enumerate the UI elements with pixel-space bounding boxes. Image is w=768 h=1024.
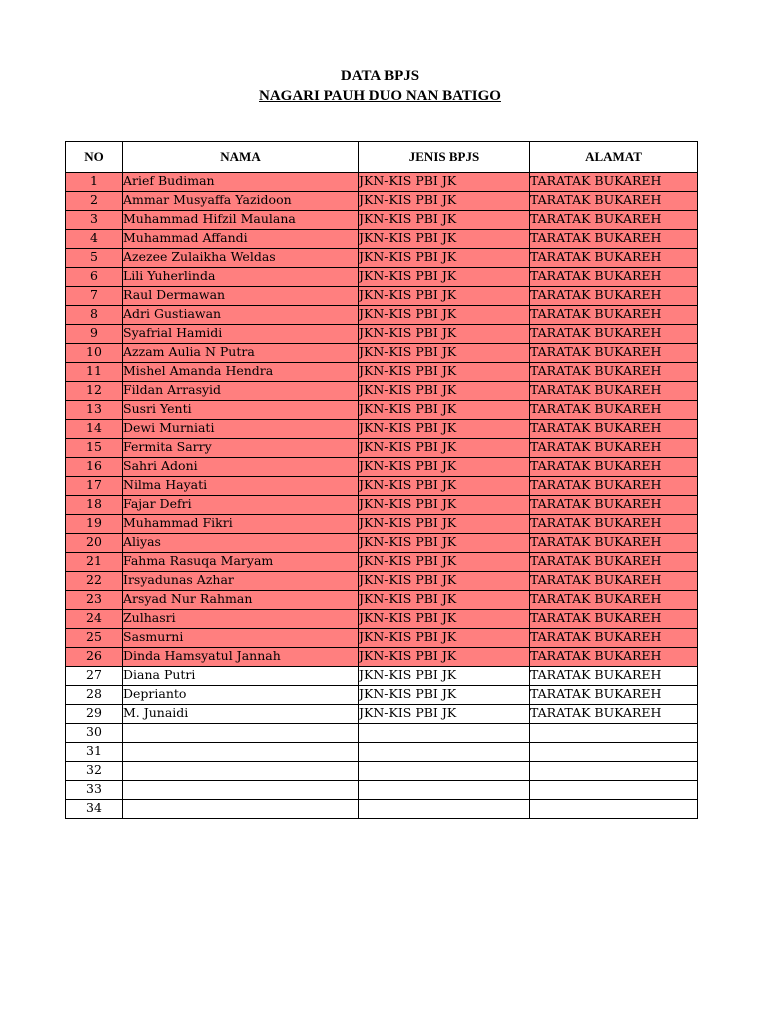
cell-nama: Muhammad Affandi bbox=[123, 230, 359, 249]
cell-nama: Sahri Adoni bbox=[123, 458, 359, 477]
cell-jenis-bpjs: JKN-KIS PBI JK bbox=[359, 496, 530, 515]
table-row bbox=[66, 572, 698, 591]
cell-no: 9 bbox=[66, 325, 123, 344]
header-row bbox=[66, 142, 698, 173]
cell-alamat bbox=[530, 800, 698, 819]
table-row bbox=[66, 306, 698, 325]
cell-nama: M. Junaidi bbox=[123, 705, 359, 724]
document-subtitle: NAGARI PAUH DUO NAN BATIGO bbox=[259, 88, 501, 104]
cell-jenis-bpjs: JKN-KIS PBI JK bbox=[359, 534, 530, 553]
cell-nama: Diana Putri bbox=[123, 667, 359, 686]
cell-no: 28 bbox=[66, 686, 123, 705]
cell-alamat: TARATAK BUKAREH bbox=[530, 306, 698, 325]
cell-alamat: TARATAK BUKAREH bbox=[530, 268, 698, 287]
table-row bbox=[66, 800, 698, 819]
cell-nama: Muhammad Hifzil Maulana bbox=[123, 211, 359, 230]
cell-alamat: TARATAK BUKAREH bbox=[530, 458, 698, 477]
cell-alamat: TARATAK BUKAREH bbox=[530, 572, 698, 591]
cell-alamat: TARATAK BUKAREH bbox=[530, 249, 698, 268]
cell-no: 26 bbox=[66, 648, 123, 667]
cell-jenis-bpjs: JKN-KIS PBI JK bbox=[359, 306, 530, 325]
table-row bbox=[66, 553, 698, 572]
cell-no: 34 bbox=[66, 800, 123, 819]
cell-alamat: TARATAK BUKAREH bbox=[530, 686, 698, 705]
header-jenis-bpjs: JENIS BPJS bbox=[359, 142, 530, 173]
cell-nama: Arief Budiman bbox=[123, 173, 359, 192]
cell-alamat: TARATAK BUKAREH bbox=[530, 667, 698, 686]
table-row bbox=[66, 458, 698, 477]
table-row bbox=[66, 230, 698, 249]
cell-alamat: TARATAK BUKAREH bbox=[530, 420, 698, 439]
table-row bbox=[66, 781, 698, 800]
cell-jenis-bpjs: JKN-KIS PBI JK bbox=[359, 648, 530, 667]
cell-alamat: TARATAK BUKAREH bbox=[530, 534, 698, 553]
cell-alamat: TARATAK BUKAREH bbox=[530, 610, 698, 629]
cell-no: 17 bbox=[66, 477, 123, 496]
cell-no: 29 bbox=[66, 705, 123, 724]
cell-jenis-bpjs: JKN-KIS PBI JK bbox=[359, 192, 530, 211]
header-nama: NAMA bbox=[123, 142, 359, 173]
cell-no: 13 bbox=[66, 401, 123, 420]
cell-nama: Azzam Aulia N Putra bbox=[123, 344, 359, 363]
cell-alamat: TARATAK BUKAREH bbox=[530, 382, 698, 401]
cell-jenis-bpjs: JKN-KIS PBI JK bbox=[359, 629, 530, 648]
cell-jenis-bpjs: JKN-KIS PBI JK bbox=[359, 515, 530, 534]
cell-jenis-bpjs: JKN-KIS PBI JK bbox=[359, 553, 530, 572]
table-row bbox=[66, 724, 698, 743]
cell-no: 11 bbox=[66, 363, 123, 382]
cell-jenis-bpjs: JKN-KIS PBI JK bbox=[359, 686, 530, 705]
cell-no: 1 bbox=[66, 173, 123, 192]
cell-alamat bbox=[530, 781, 698, 800]
cell-jenis-bpjs: JKN-KIS PBI JK bbox=[359, 344, 530, 363]
cell-no: 24 bbox=[66, 610, 123, 629]
cell-jenis-bpjs bbox=[359, 724, 530, 743]
cell-alamat: TARATAK BUKAREH bbox=[530, 230, 698, 249]
cell-no: 16 bbox=[66, 458, 123, 477]
cell-nama: Arsyad Nur Rahman bbox=[123, 591, 359, 610]
cell-nama: Deprianto bbox=[123, 686, 359, 705]
cell-no: 23 bbox=[66, 591, 123, 610]
cell-nama: Muhammad Fikri bbox=[123, 515, 359, 534]
cell-no: 31 bbox=[66, 743, 123, 762]
cell-no: 5 bbox=[66, 249, 123, 268]
cell-nama: Lili Yuherlinda bbox=[123, 268, 359, 287]
table-row bbox=[66, 287, 698, 306]
cell-alamat bbox=[530, 743, 698, 762]
cell-nama bbox=[123, 724, 359, 743]
table-row bbox=[66, 249, 698, 268]
cell-nama: Fildan Arrasyid bbox=[123, 382, 359, 401]
cell-alamat: TARATAK BUKAREH bbox=[530, 363, 698, 382]
table-row bbox=[66, 173, 698, 192]
cell-nama bbox=[123, 800, 359, 819]
cell-jenis-bpjs bbox=[359, 800, 530, 819]
table-row bbox=[66, 667, 698, 686]
table-header bbox=[66, 142, 698, 173]
cell-alamat bbox=[530, 762, 698, 781]
cell-no: 14 bbox=[66, 420, 123, 439]
cell-jenis-bpjs: JKN-KIS PBI JK bbox=[359, 667, 530, 686]
table-row bbox=[66, 610, 698, 629]
cell-alamat: TARATAK BUKAREH bbox=[530, 173, 698, 192]
cell-alamat: TARATAK BUKAREH bbox=[530, 192, 698, 211]
cell-no: 21 bbox=[66, 553, 123, 572]
cell-jenis-bpjs: JKN-KIS PBI JK bbox=[359, 363, 530, 382]
bpjs-data-table bbox=[65, 141, 698, 819]
table-row bbox=[66, 477, 698, 496]
table-row bbox=[66, 762, 698, 781]
cell-alamat: TARATAK BUKAREH bbox=[530, 211, 698, 230]
cell-alamat: TARATAK BUKAREH bbox=[530, 439, 698, 458]
cell-no: 32 bbox=[66, 762, 123, 781]
cell-no: 10 bbox=[66, 344, 123, 363]
cell-no: 25 bbox=[66, 629, 123, 648]
document-title-block bbox=[0, 66, 760, 106]
cell-nama: Dinda Hamsyatul Jannah bbox=[123, 648, 359, 667]
cell-alamat: TARATAK BUKAREH bbox=[530, 591, 698, 610]
cell-nama: Irsyadunas Azhar bbox=[123, 572, 359, 591]
cell-alamat: TARATAK BUKAREH bbox=[530, 648, 698, 667]
table-row bbox=[66, 401, 698, 420]
cell-nama: Zulhasri bbox=[123, 610, 359, 629]
cell-nama: Dewi Murniati bbox=[123, 420, 359, 439]
cell-jenis-bpjs: JKN-KIS PBI JK bbox=[359, 591, 530, 610]
cell-nama: Mishel Amanda Hendra bbox=[123, 363, 359, 382]
cell-alamat: TARATAK BUKAREH bbox=[530, 496, 698, 515]
cell-alamat bbox=[530, 724, 698, 743]
cell-nama: Ammar Musyaffa Yazidoon bbox=[123, 192, 359, 211]
cell-jenis-bpjs: JKN-KIS PBI JK bbox=[359, 458, 530, 477]
cell-jenis-bpjs: JKN-KIS PBI JK bbox=[359, 705, 530, 724]
cell-nama: Fermita Sarry bbox=[123, 439, 359, 458]
cell-nama: Aliyas bbox=[123, 534, 359, 553]
cell-no: 19 bbox=[66, 515, 123, 534]
table-row bbox=[66, 496, 698, 515]
cell-jenis-bpjs: JKN-KIS PBI JK bbox=[359, 439, 530, 458]
cell-no: 2 bbox=[66, 192, 123, 211]
cell-jenis-bpjs: JKN-KIS PBI JK bbox=[359, 325, 530, 344]
cell-jenis-bpjs bbox=[359, 781, 530, 800]
table-row bbox=[66, 382, 698, 401]
table-body bbox=[66, 173, 698, 819]
table-row bbox=[66, 344, 698, 363]
cell-jenis-bpjs bbox=[359, 762, 530, 781]
cell-jenis-bpjs: JKN-KIS PBI JK bbox=[359, 572, 530, 591]
cell-alamat: TARATAK BUKAREH bbox=[530, 401, 698, 420]
cell-nama: Nilma Hayati bbox=[123, 477, 359, 496]
cell-jenis-bpjs: JKN-KIS PBI JK bbox=[359, 287, 530, 306]
cell-alamat: TARATAK BUKAREH bbox=[530, 344, 698, 363]
table-row bbox=[66, 705, 698, 724]
cell-nama: Susri Yenti bbox=[123, 401, 359, 420]
table-row bbox=[66, 743, 698, 762]
cell-nama: Fajar Defri bbox=[123, 496, 359, 515]
cell-alamat: TARATAK BUKAREH bbox=[530, 705, 698, 724]
cell-jenis-bpjs: JKN-KIS PBI JK bbox=[359, 173, 530, 192]
table-row bbox=[66, 439, 698, 458]
cell-nama: Syafrial Hamidi bbox=[123, 325, 359, 344]
cell-jenis-bpjs: JKN-KIS PBI JK bbox=[359, 610, 530, 629]
table-row bbox=[66, 211, 698, 230]
cell-no: 33 bbox=[66, 781, 123, 800]
cell-alamat: TARATAK BUKAREH bbox=[530, 287, 698, 306]
cell-alamat: TARATAK BUKAREH bbox=[530, 553, 698, 572]
cell-jenis-bpjs: JKN-KIS PBI JK bbox=[359, 230, 530, 249]
table-row bbox=[66, 534, 698, 553]
cell-jenis-bpjs: JKN-KIS PBI JK bbox=[359, 382, 530, 401]
document-title: DATA BPJS bbox=[340, 68, 420, 84]
header-alamat: ALAMAT bbox=[530, 142, 698, 173]
cell-alamat: TARATAK BUKAREH bbox=[530, 629, 698, 648]
cell-jenis-bpjs: JKN-KIS PBI JK bbox=[359, 211, 530, 230]
table-row bbox=[66, 268, 698, 287]
cell-no: 20 bbox=[66, 534, 123, 553]
cell-jenis-bpjs: JKN-KIS PBI JK bbox=[359, 401, 530, 420]
cell-no: 3 bbox=[66, 211, 123, 230]
cell-jenis-bpjs: JKN-KIS PBI JK bbox=[359, 420, 530, 439]
cell-nama: Fahma Rasuqa Maryam bbox=[123, 553, 359, 572]
cell-nama bbox=[123, 743, 359, 762]
table-row bbox=[66, 363, 698, 382]
cell-nama: Sasmurni bbox=[123, 629, 359, 648]
cell-no: 30 bbox=[66, 724, 123, 743]
cell-no: 4 bbox=[66, 230, 123, 249]
table-row bbox=[66, 420, 698, 439]
cell-no: 18 bbox=[66, 496, 123, 515]
cell-no: 7 bbox=[66, 287, 123, 306]
cell-no: 27 bbox=[66, 667, 123, 686]
cell-nama bbox=[123, 762, 359, 781]
cell-no: 15 bbox=[66, 439, 123, 458]
table-row bbox=[66, 192, 698, 211]
cell-no: 12 bbox=[66, 382, 123, 401]
cell-no: 6 bbox=[66, 268, 123, 287]
table-row bbox=[66, 648, 698, 667]
table-row bbox=[66, 515, 698, 534]
cell-nama: Raul Dermawan bbox=[123, 287, 359, 306]
header-no: NO bbox=[66, 142, 123, 173]
cell-nama bbox=[123, 781, 359, 800]
cell-no: 22 bbox=[66, 572, 123, 591]
cell-jenis-bpjs: JKN-KIS PBI JK bbox=[359, 249, 530, 268]
cell-jenis-bpjs bbox=[359, 743, 530, 762]
cell-no: 8 bbox=[66, 306, 123, 325]
cell-alamat: TARATAK BUKAREH bbox=[530, 325, 698, 344]
cell-alamat: TARATAK BUKAREH bbox=[530, 515, 698, 534]
cell-jenis-bpjs: JKN-KIS PBI JK bbox=[359, 477, 530, 496]
cell-nama: Azezee Zulaikha Weldas bbox=[123, 249, 359, 268]
table-row bbox=[66, 686, 698, 705]
table-row bbox=[66, 629, 698, 648]
cell-jenis-bpjs: JKN-KIS PBI JK bbox=[359, 268, 530, 287]
table-row bbox=[66, 591, 698, 610]
cell-nama: Adri Gustiawan bbox=[123, 306, 359, 325]
table-row bbox=[66, 325, 698, 344]
cell-alamat: TARATAK BUKAREH bbox=[530, 477, 698, 496]
